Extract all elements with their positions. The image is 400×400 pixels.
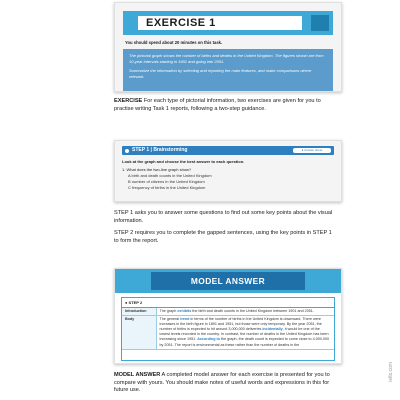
table-row: [122, 308, 334, 316]
exercise-title: EXERCISE 1: [137, 15, 303, 31]
body-label: Body: [122, 316, 156, 350]
step-1-preview: [114, 140, 342, 202]
step-2-label: ● STEP 2: [122, 298, 334, 308]
option-b: B number of citizens in the United Kingdom: [128, 179, 205, 184]
step-1-caption: STEP 1 asks you to answer some questions to find out some key points about the visual information.: [114, 210, 333, 224]
model-caption-lead: MODEL ANSWER: [114, 372, 161, 378]
step-2-caption: STEP 2 requires you to complete the gapped sentences, using the key points in STEP 1 to form the report.: [114, 230, 332, 244]
step-1-question: 1. What does the two-line graph show?: [122, 167, 192, 172]
step-1-instruction: Look at the graph and choose the best answer to each question.: [122, 159, 245, 164]
exercise-caption-lead: EXERCISE: [114, 98, 143, 104]
exercise-1-preview: [114, 2, 342, 92]
exercise-caption-text: For each type of pictorial information, two exercises are given for you to practise writing Task 1 reports, following a two-step guidance.: [114, 98, 321, 112]
model-answer-caption: [114, 372, 336, 395]
header-tab-decoration: [311, 15, 329, 31]
model-answer-title: MODEL ANSWER: [151, 272, 305, 290]
step-1-label: STEP 1 | Brainstorming: [132, 147, 188, 153]
bullet-icon: [125, 149, 129, 153]
task-paragraph-2: Summarize the information by selecting and reporting the main features, and make comparisons where relevant.: [129, 68, 312, 79]
body-text: The general trend in terms of the number of births in the United Kingdom is downward. There were increases in the birth figure in 1891 and 1951, but those were only temporary. By the year 2051, the number of births is expected to hit around 3,000,000 deliveries incidentally, it would be one of the lowest levels recorded in the country. In contrast, the number of deaths in the United Kingdom has been increasing since 1951. According to the graph, the death count is expected to come close to 4,000,000 by 2051. The report is environmental as these rather than the number of deaths in the: [156, 316, 334, 350]
option-c: C frequency of births in the United Kingdom: [128, 185, 206, 190]
option-a: A birth and death counts in the United Kingdom: [128, 173, 212, 178]
exercise-header-bar: [123, 11, 333, 35]
time-instruction: You should spend about 20 minutes on this task.: [125, 40, 223, 45]
model-answer-preview: [114, 268, 342, 364]
exercise-caption: [114, 98, 336, 113]
table-row: [122, 316, 334, 350]
task-box: [123, 49, 333, 91]
intro-label: Introduction: [122, 308, 156, 316]
model-caption-text: A completed model answer for each exercise is presented for you to compare with yours. You should make notes of useful words and expressions in this for future use.: [114, 372, 330, 394]
model-answer-body: [121, 297, 335, 361]
task-paragraph-1: The pictorial graph shows the number of births and deaths in the United Kingdom. The figures shown are from 10-year intervals starting in 1901 and going into 2051.: [129, 53, 324, 64]
intro-text: The graph exhibits the birth and death counts in the United Kingdom between 1901 and 2051.: [156, 308, 334, 316]
answer-sheet-pill: ● Answer sheet: [293, 148, 331, 153]
step-1-bar: [122, 146, 334, 155]
side-watermark-text: ielts.com: [388, 362, 394, 382]
model-answer-header: [115, 269, 341, 293]
model-answer-table: [122, 308, 334, 350]
